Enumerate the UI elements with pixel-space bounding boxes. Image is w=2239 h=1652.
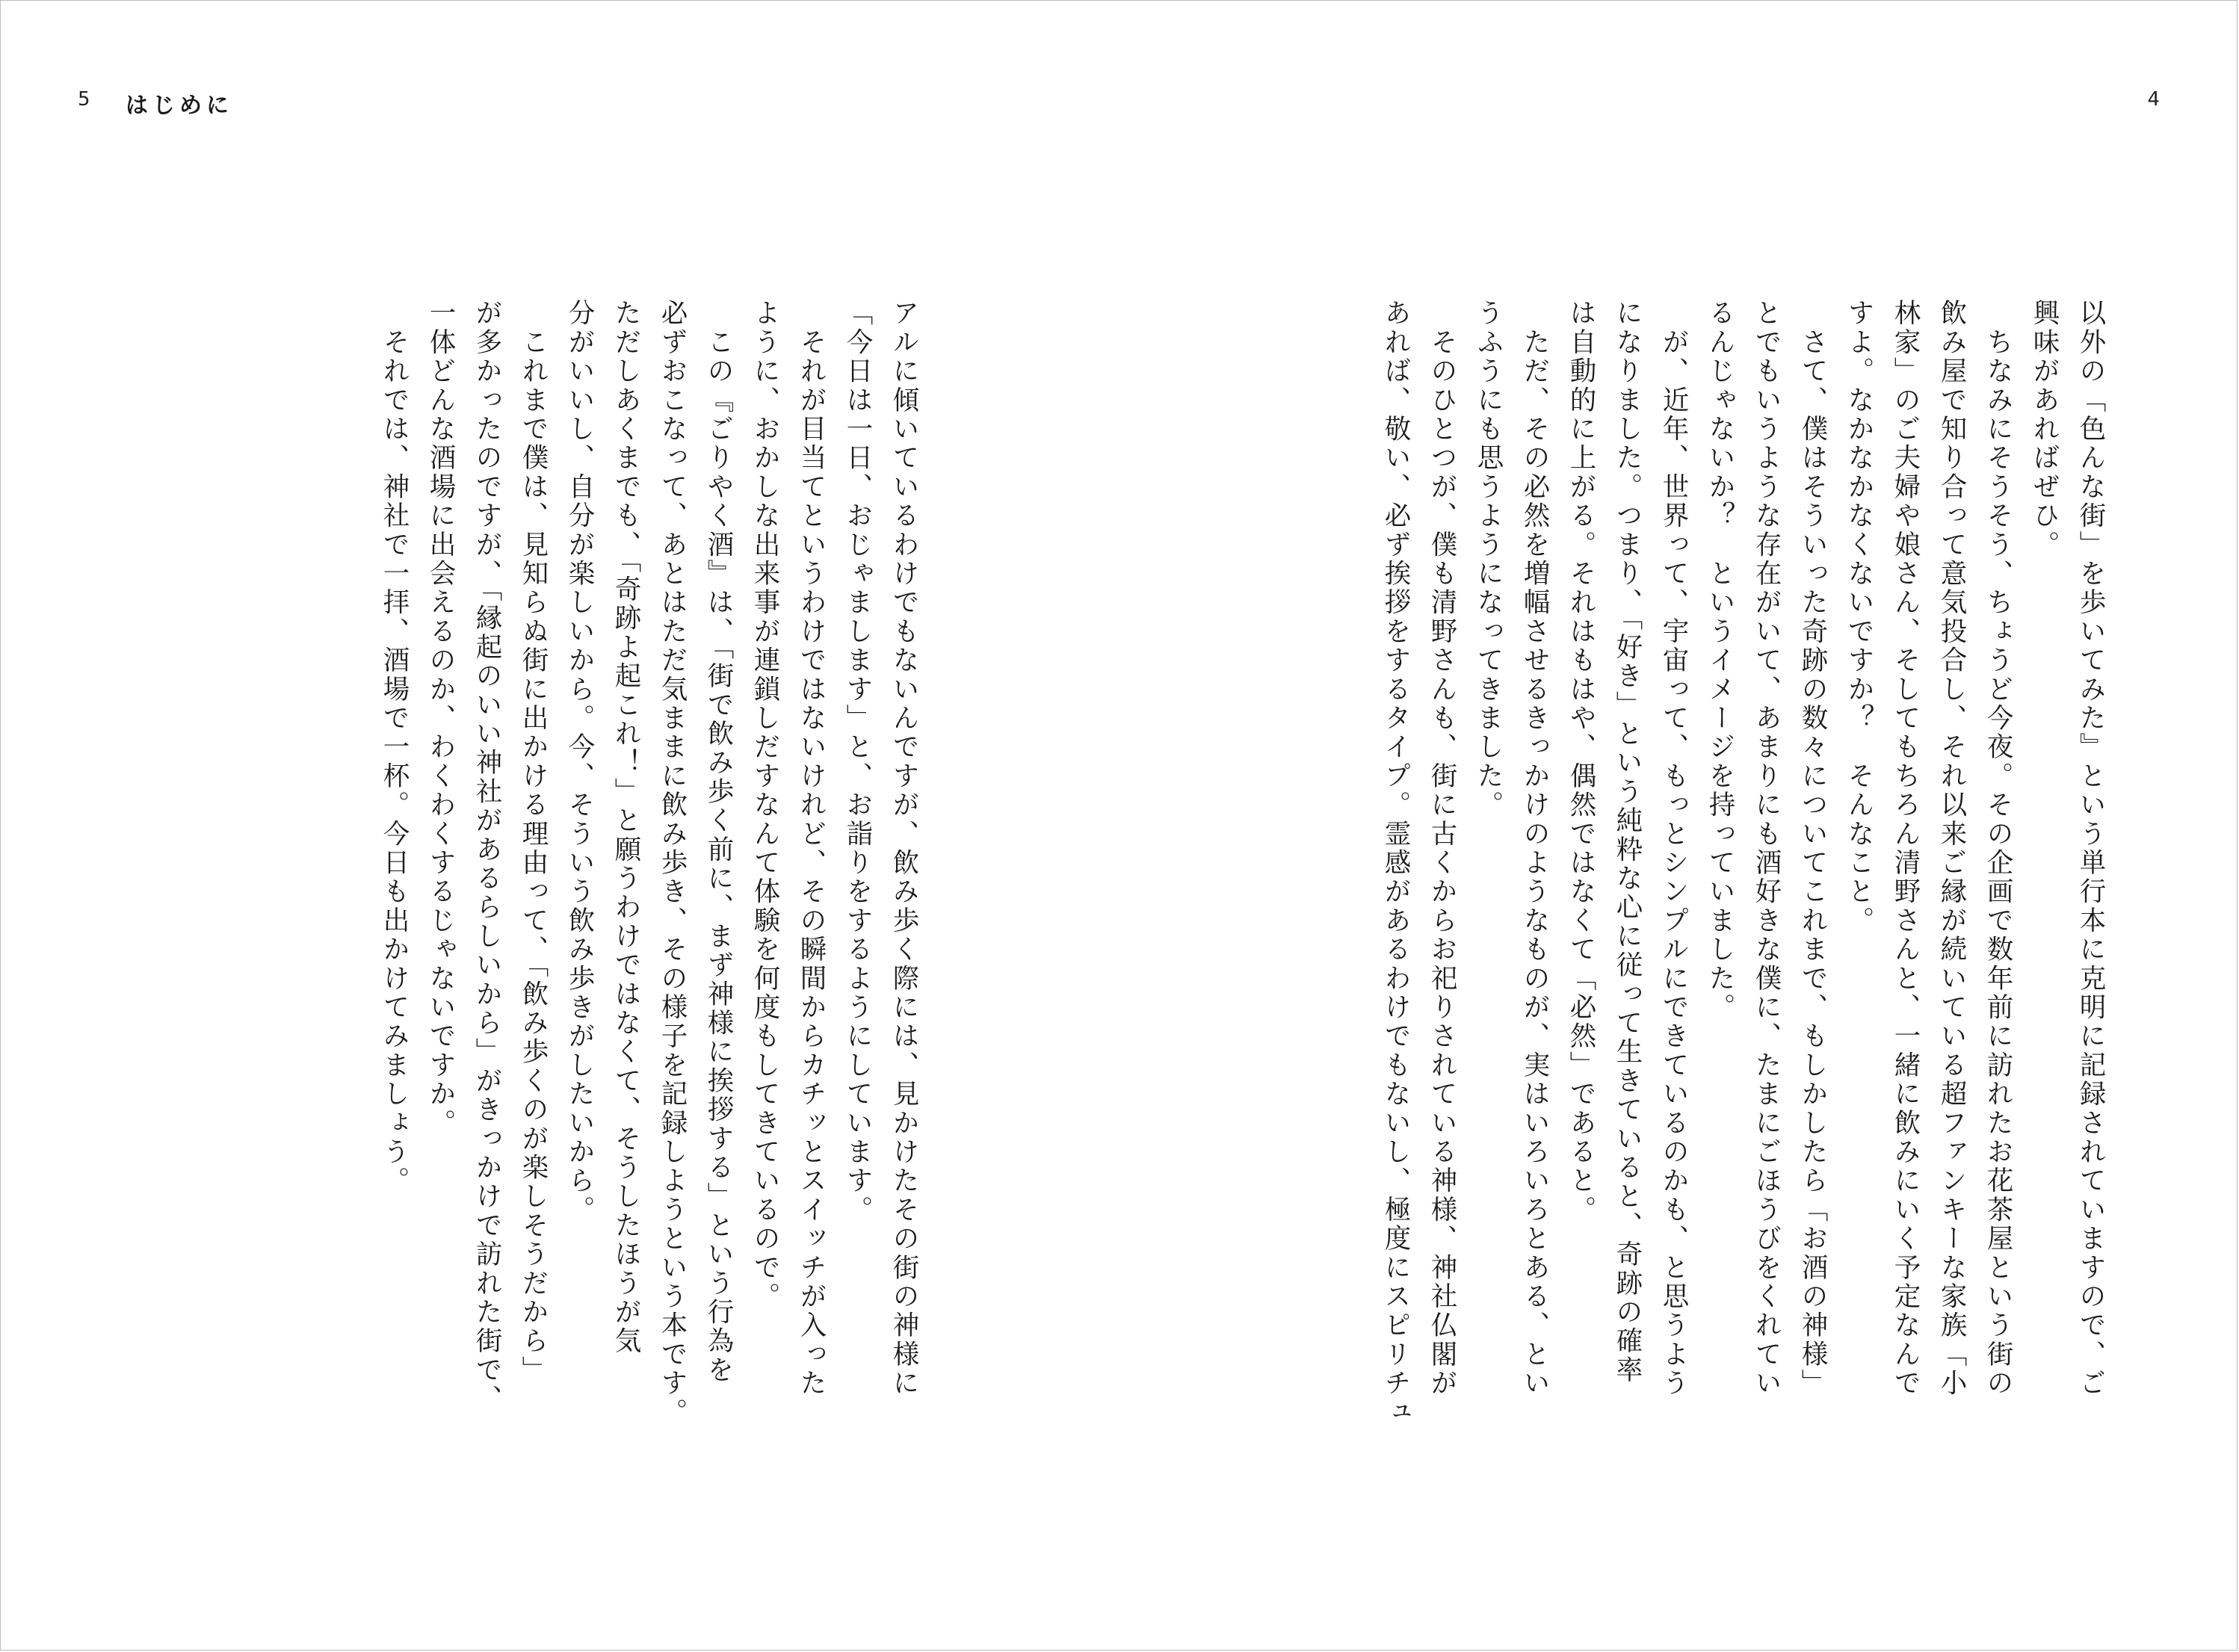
text-line: とでもいうような存在がいて、あまりにも酒好きな僕に、たまにごほうびをくれてい bbox=[1751, 299, 1782, 1398]
left-page-text bbox=[329, 299, 927, 1532]
text-line: ように、おかしな出来事が連鎖しだすなんて体験を何度もしてきているので。 bbox=[750, 299, 780, 1311]
text-line: すよ。なかなかなくないですか？ そんなこと。 bbox=[1844, 299, 1874, 935]
text-line: この『ごりやく酒』は、「街で飲み歩く前に、まず神様に挨拶する」という行為を bbox=[703, 299, 734, 1385]
text-line: 一体どんな酒場に出会えるのか、わくわくするじゃないですか。 bbox=[425, 299, 456, 1138]
text-line: そのひとつが、僕も清野さんも、街に古くからお祀りされている神様、神社仏閣が bbox=[1427, 299, 1457, 1398]
text-line: が多かったのですが、「縁起のいい神社があるらしいから」がきっかけで訪れた街で、 bbox=[472, 299, 502, 1414]
text-line: それでは、神社で一拝、酒場で一杯。今日も出かけてみましょう。 bbox=[379, 299, 410, 1195]
text-line: さて、僕はそういった奇跡の数々についてこれまで、もしかしたら「お酒の神様」 bbox=[1797, 299, 1828, 1398]
running-head: はじめに bbox=[126, 93, 233, 119]
text-line: あれば、敬い、必ず挨拶をするタイプ。霊感があるわけでもないし、極度にスピリチュ bbox=[1380, 299, 1411, 1427]
text-line: になりました。つまり、「好き」という純粋な心に従って生きていると、奇跡の確率 bbox=[1612, 299, 1643, 1385]
text-line: これまで僕は、見知らぬ街に出かける理由って、「飲み歩くのが楽しそうだから」 bbox=[518, 299, 549, 1385]
page-number-left: 5 bbox=[78, 88, 92, 111]
text-line: うふうにも思うようになってきました。 bbox=[1473, 299, 1504, 820]
text-line: 林家」のご夫婦や娘さん、そしてもちろん清野さんと、一緒に飲みにいく予定なんで bbox=[1890, 299, 1921, 1398]
text-line: それが目当てというわけではないけれど、その瞬間からカチッとスイッチが入った bbox=[796, 299, 827, 1398]
text-line: ちなみにそうそう、ちょうど今夜。その企画で数年前に訪れたお花茶屋という街の bbox=[1983, 299, 2013, 1398]
text-line: アルに傾いているわけでもないんですが、飲み歩く際には、見かけたその街の神様に bbox=[889, 299, 919, 1398]
text-line: が、近年、世界って、宇宙って、もっとシンプルにできているのかも、と思うよう bbox=[1658, 299, 1689, 1398]
text-line: 必ずおこなって、あとはただ気ままに飲み歩き、その様子を記録しようという本です。 bbox=[657, 299, 688, 1427]
text-line: 興味があればぜひ。 bbox=[2029, 299, 2060, 560]
text-line: 飲み屋で知り合って意気投合し、それ以来ご縁が続いている超ファンキーな家族「小 bbox=[1936, 299, 1967, 1398]
text-line: ただしあくまでも、「奇跡よ起これ！」と願うわけではなくて、そうしたほうが気 bbox=[611, 299, 641, 1356]
text-line: 「今日は一日、おじゃまします」と、お詣りをするようにしています。 bbox=[842, 299, 873, 1225]
text-line: ただ、その必然を増幅させるきっかけのようなものが、実はいろいろとある、とい bbox=[1519, 299, 1550, 1398]
page-number-right: 4 bbox=[2147, 88, 2161, 111]
text-line: 以外の「色んな街」を歩いてみた』という単行本に克明に記録されていますので、ご bbox=[2075, 299, 2106, 1398]
text-line: るんじゃないか？ というイメージを持っていました。 bbox=[1705, 299, 1735, 1022]
text-line: は自動的に上がる。それはもはや、偶然ではなくて「必然」であると。 bbox=[1566, 299, 1596, 1225]
text-line: 分がいいし、自分が楽しいから。今、そういう飲み歩きがしたいから。 bbox=[564, 299, 595, 1225]
